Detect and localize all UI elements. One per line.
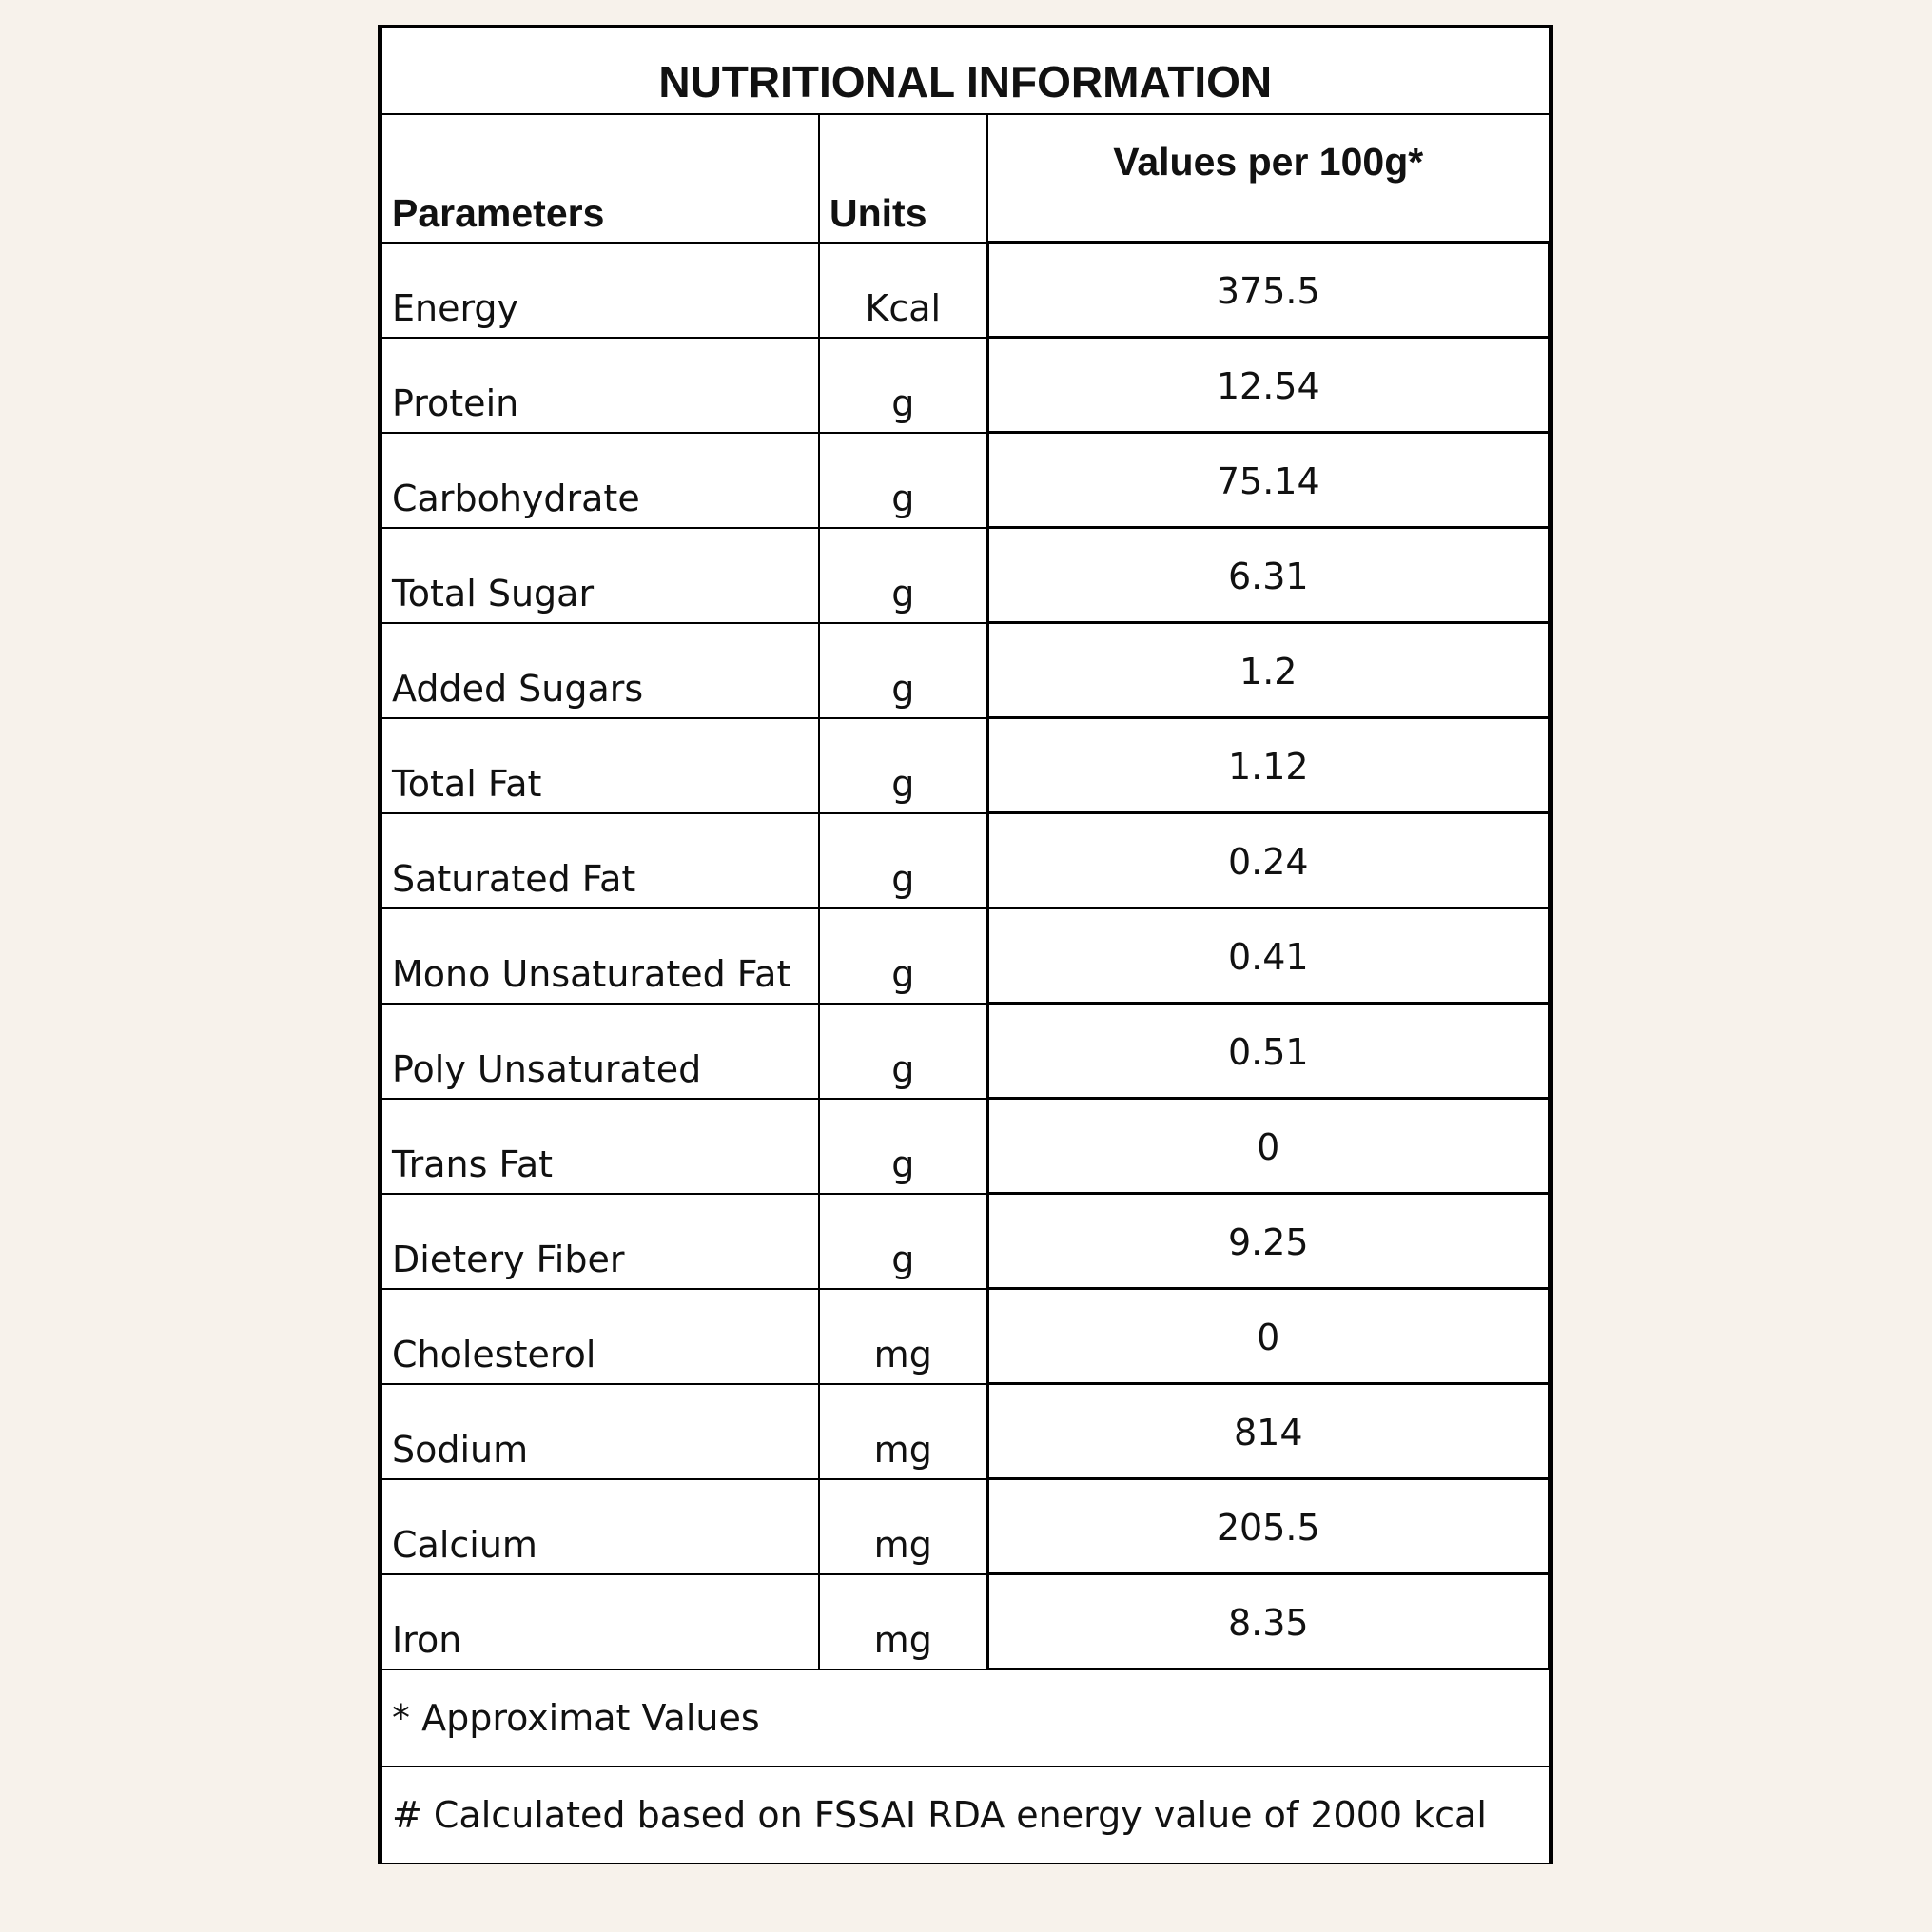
table-row bbox=[381, 1194, 1550, 1289]
value-cell: 375.5 bbox=[987, 243, 1550, 338]
value-cell: 9.25 bbox=[987, 1194, 1550, 1289]
parameter-cell: Iron bbox=[381, 1574, 819, 1669]
unit-cell: g bbox=[819, 528, 987, 623]
unit-cell: g bbox=[819, 1194, 987, 1289]
nutrition-table bbox=[381, 28, 1551, 1864]
parameter-cell: Trans Fat bbox=[381, 1099, 819, 1194]
table-row bbox=[381, 1289, 1550, 1384]
table-row bbox=[381, 243, 1550, 338]
table-row bbox=[381, 908, 1550, 1004]
value-cell: 0.24 bbox=[987, 813, 1550, 908]
parameter-cell: Carbohydrate bbox=[381, 433, 819, 528]
value-cell: 0 bbox=[987, 1099, 1550, 1194]
value-cell: 6.31 bbox=[987, 528, 1550, 623]
unit-cell: g bbox=[819, 718, 987, 813]
footnote: * Approximat Values bbox=[381, 1669, 1550, 1767]
table-row bbox=[381, 718, 1550, 813]
header-parameters: Parameters bbox=[381, 114, 819, 243]
unit-cell: g bbox=[819, 908, 987, 1004]
table-title: NUTRITIONAL INFORMATION bbox=[381, 28, 1550, 114]
value-cell: 0.41 bbox=[987, 908, 1550, 1004]
note-row bbox=[381, 1669, 1550, 1767]
table-row bbox=[381, 528, 1550, 623]
unit-cell: mg bbox=[819, 1574, 987, 1669]
value-cell: 1.12 bbox=[987, 718, 1550, 813]
table-row bbox=[381, 433, 1550, 528]
parameter-cell: Mono Unsaturated Fat bbox=[381, 908, 819, 1004]
unit-cell: g bbox=[819, 1004, 987, 1099]
table-row bbox=[381, 338, 1550, 433]
value-cell: 0.51 bbox=[987, 1004, 1550, 1099]
header-units: Units bbox=[819, 114, 987, 243]
nutrition-table-container bbox=[378, 25, 1553, 1864]
value-cell: 0 bbox=[987, 1289, 1550, 1384]
parameter-cell: Added Sugars bbox=[381, 623, 819, 718]
value-cell: 205.5 bbox=[987, 1479, 1550, 1574]
table-row bbox=[381, 1004, 1550, 1099]
table-row bbox=[381, 1479, 1550, 1574]
value-cell: 1.2 bbox=[987, 623, 1550, 718]
unit-cell: g bbox=[819, 338, 987, 433]
parameter-cell: Protein bbox=[381, 338, 819, 433]
parameter-cell: Saturated Fat bbox=[381, 813, 819, 908]
table-title-row bbox=[381, 28, 1550, 114]
value-cell: 8.35 bbox=[987, 1574, 1550, 1669]
unit-cell: mg bbox=[819, 1289, 987, 1384]
parameter-cell: Energy bbox=[381, 243, 819, 338]
unit-cell: g bbox=[819, 813, 987, 908]
unit-cell: mg bbox=[819, 1384, 987, 1479]
unit-cell: g bbox=[819, 623, 987, 718]
header-values: Values per 100g* bbox=[987, 114, 1550, 243]
unit-cell: g bbox=[819, 1099, 987, 1194]
value-cell: 12.54 bbox=[987, 338, 1550, 433]
parameter-cell: Total Fat bbox=[381, 718, 819, 813]
parameter-cell: Sodium bbox=[381, 1384, 819, 1479]
parameter-cell: Total Sugar bbox=[381, 528, 819, 623]
parameter-cell: Cholesterol bbox=[381, 1289, 819, 1384]
parameter-cell: Poly Unsaturated bbox=[381, 1004, 819, 1099]
unit-cell: Kcal bbox=[819, 243, 987, 338]
table-row bbox=[381, 1574, 1550, 1669]
table-row bbox=[381, 623, 1550, 718]
parameter-cell: Calcium bbox=[381, 1479, 819, 1574]
value-cell: 814 bbox=[987, 1384, 1550, 1479]
parameter-cell: Dietery Fiber bbox=[381, 1194, 819, 1289]
table-row bbox=[381, 813, 1550, 908]
unit-cell: mg bbox=[819, 1479, 987, 1574]
unit-cell: g bbox=[819, 433, 987, 528]
table-header-row bbox=[381, 114, 1550, 243]
value-cell: 75.14 bbox=[987, 433, 1550, 528]
footnote: # Calculated based on FSSAI RDA energy value of 2000 kcal bbox=[381, 1766, 1550, 1864]
note-row bbox=[381, 1766, 1550, 1864]
table-row bbox=[381, 1384, 1550, 1479]
table-row bbox=[381, 1099, 1550, 1194]
